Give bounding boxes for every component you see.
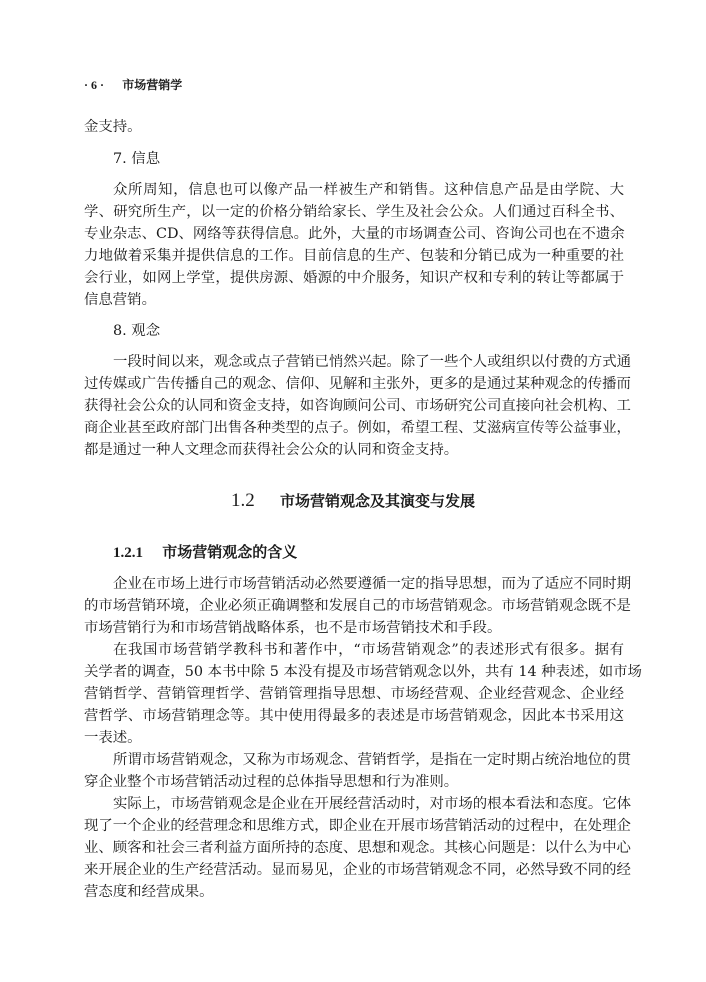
paragraph-4: [84, 793, 632, 903]
text-line: 金支持。: [84, 119, 142, 135]
text-line: 营哲学、市场营销理念等。其中使用得最多的表述是市场营销观念，因此本书采用这: [84, 708, 624, 724]
running-header: [84, 76, 624, 93]
text-line: 实际上，市场营销观念是企业在开展经营活动时，对市场的根本看法和态度。它体: [113, 796, 632, 812]
paragraph-concept: [84, 351, 632, 461]
text-line: 关学者的调查，50 本书中除 5 本没有提及市场营销观念以外，共有 14 种表述，如市场: [84, 664, 642, 680]
text-line: 的市场营销环境，企业必须正确调整和发展自己的市场营销观念。市场营销观念既不是: [84, 598, 631, 614]
text-line: 商企业甚至政府部门出售各种类型的点子。例如，希望工程、艾滋病宣传等公益事业，: [84, 420, 631, 436]
text-line: 学、研究所生产，以一定的价格分销给家长、学生及社会公众。人们通过百科全书、: [84, 204, 624, 220]
text-line: 会行业，如网上学堂，提供房源、婚源的中介服务，知识产权和专利的转让等都属于: [84, 270, 624, 286]
text-line: 都是通过一种人文理念而获得社会公众的认同和资金支持。: [84, 442, 459, 458]
section-heading: [0, 490, 706, 512]
text-line: 一表述。: [84, 730, 142, 746]
section-number: 1.2: [231, 490, 255, 511]
text-line: 一段时间以来，观念或点子营销已悄然兴起。除了一些个人或组织以付费的方式通: [113, 354, 632, 370]
text-line: 过传媒或广告传播自己的观念、信仰、见解和主张外，更多的是通过某种观念的传播而: [84, 376, 631, 392]
text-line: 穿企业整个市场营销活动过程的总体指导思想和行为准则。: [84, 774, 459, 790]
text-line: 众所周知，信息也可以像产品一样被生产和销售。这种信息产品是由学院、大: [113, 182, 624, 198]
paragraph-3: [84, 749, 632, 793]
paragraph-1: [84, 573, 632, 639]
text-line: 专业杂志、CD、网络等获得信息。此外，大量的市场调查公司、咨询公司也在不遗余: [84, 226, 625, 242]
text-line: 信息营销。: [84, 292, 156, 308]
item-heading-8: 8. 观念: [113, 323, 161, 339]
text-line: 所谓市场营销观念，又称为市场观念、营销哲学，是指在一定时期占统治地位的贯: [113, 752, 632, 768]
text-line: 来开展企业的生产经营活动。显而易见，企业的市场营销观念不同，必然导致不同的经: [84, 862, 631, 878]
text-line: 营销哲学、营销管理哲学、营销管理指导思想、市场经营观、企业经营观念、企业经: [84, 686, 624, 702]
text-line: 力地做着采集并提供信息的工作。目前信息的生产、包装和分销已成为一种重要的社: [84, 248, 624, 264]
text-line: 在我国市场营销学教科书和著作中，“市场营销观念”的表述形式有很多。据有: [113, 642, 624, 658]
paragraph-2: [84, 639, 642, 749]
text-line: 市场营销行为和市场营销战略体系，也不是市场营销技术和手段。: [84, 620, 502, 636]
book-title: 市场营销学: [122, 78, 183, 92]
text-line: 获得社会公众的认同和资金支持，如咨询顾问公司、市场研究公司直接向社会机构、工: [84, 398, 631, 414]
item-heading-7: 7. 信息: [113, 151, 161, 167]
text-line: 业、顾客和社会三者利益方面所持的态度、思想和观念。其核心问题是：以什么为中心: [84, 840, 631, 856]
paragraph-continued: [84, 116, 624, 138]
subsection-heading: [84, 541, 653, 564]
subsection-number: 1.2.1: [113, 545, 143, 561]
text-line: 营态度和经营成果。: [84, 884, 214, 900]
section-title: 市场营销观念及其演变与发展: [279, 492, 475, 510]
subsection-title: 市场营销观念的含义: [162, 543, 298, 561]
text-line: 企业在市场上进行市场营销活动必然要遵循一定的指导思想，而为了适应不同时期: [113, 576, 632, 592]
page-number: · 6 ·: [84, 78, 105, 92]
text-line: 现了一个企业的经营理念和思维方式，即企业在开展市场营销活动的过程中，在处理企: [84, 818, 631, 834]
paragraph-information: [84, 179, 624, 311]
